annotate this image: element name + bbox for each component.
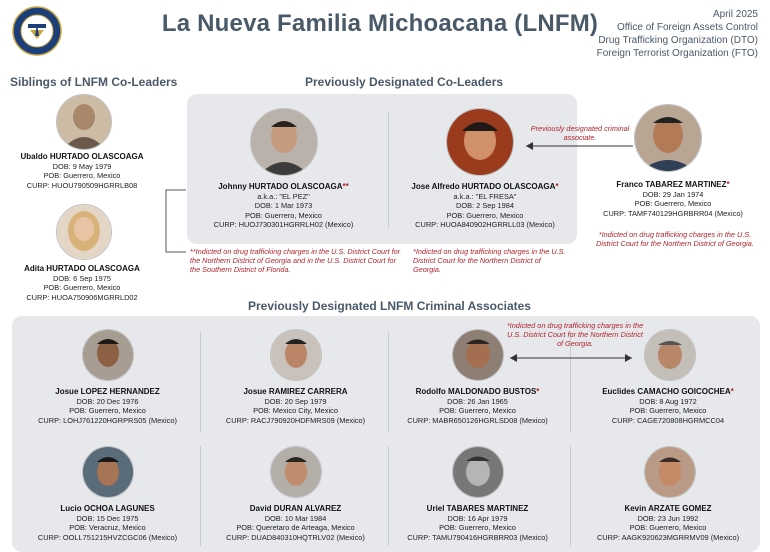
date-label: April 2025 xyxy=(712,9,758,20)
arrow-head-left-2 xyxy=(510,354,517,362)
associate-pob: POB: Veracruz, Mexico xyxy=(69,523,146,533)
photo-ubaldo xyxy=(56,94,112,150)
fto-label: Foreign Terrorist Organization (FTO) xyxy=(596,48,758,59)
photo-jose-alfredo xyxy=(446,108,514,176)
associate-pob: POB: Guerrero, Mexico xyxy=(439,523,516,533)
coleader-card-johnny xyxy=(196,182,371,230)
sibling-name: Ubaldo HURTADO OLASCOAGA xyxy=(20,152,144,161)
sibling-curp: CURP: HUOU790509HGRRLB08 xyxy=(26,180,138,190)
photo-josue-lopez xyxy=(82,329,134,381)
associate-name: Josue RAMIREZ CARRERA xyxy=(243,387,348,396)
sibling-dob: DOB: 6 Sep 1975 xyxy=(53,273,111,283)
arrow-head-left xyxy=(526,142,533,150)
photo-david xyxy=(270,446,322,498)
sibling-card-ubaldo xyxy=(2,152,162,190)
page-title: La Nueva Familia Michoacana (LNFM) xyxy=(161,10,599,37)
sibling-bracket-line xyxy=(166,190,186,252)
sibling-dob: DOB: 9 May 1979 xyxy=(52,161,112,171)
associate-curp: CURP: AAGK920623MGRRMV09 (Mexico) xyxy=(596,532,740,542)
associate-curp: CURP: LOHJ761220HGRPRS05 (Mexico) xyxy=(38,415,177,425)
associate-card xyxy=(390,504,565,542)
photo-rodolfo xyxy=(452,329,504,381)
photo-josue-ramirez xyxy=(270,329,322,381)
associate-curp: CURP: CAGE720808HGRMCC04 xyxy=(611,415,725,425)
associate-curp: CURP: OOLL751215HVZCGC06 (Mexico) xyxy=(37,532,178,542)
coleader-aka: a.k.a.: "EL PEZ" xyxy=(257,191,310,201)
associates-pair-note: *Indicted on drug trafficking charges in the U.S. District Court for the Northern District of Georgia. xyxy=(506,321,644,348)
associate-name: Euclides CAMACHO GOICOCHEA* xyxy=(602,387,734,396)
photo-kevin xyxy=(644,446,696,498)
associate-curp: CURP: RACJ790920HDFMRS09 (Mexico) xyxy=(225,415,366,425)
associate-dob: DOB: 23 Jun 1992 xyxy=(637,513,699,523)
associate-curp: CURP: MABR650126HGRLSD08 (Mexico) xyxy=(407,415,548,425)
associate-name: Rodolfo MALDONADO BUSTOS* xyxy=(415,387,540,396)
associate-name: Josue LOPEZ HERNANDEZ xyxy=(55,387,160,396)
associate-dob: DOB: 20 Dec 1976 xyxy=(76,396,139,406)
associate-name: Lucio OCHOA LAGUNES xyxy=(60,504,155,513)
coleader-aka: a.k.a.: "EL FRESA" xyxy=(453,191,517,201)
sibling-curp: CURP: HUOA750906MGRRLD02 xyxy=(26,292,138,302)
arrow-head-right-2 xyxy=(625,354,632,362)
associate-dob: DOB: 8 Aug 1972 xyxy=(639,396,697,406)
sibling-name: Adita HURTADO OLASCOAGA xyxy=(24,264,140,273)
franco-dob: DOB: 29 Jan 1974 xyxy=(642,189,704,199)
coleader-curp: CURP: HUOA840902HGRRLL03 (Mexico) xyxy=(415,220,555,230)
sibling-card-adita xyxy=(2,264,162,302)
associate-dob: DOB: 16 Apr 1979 xyxy=(447,513,508,523)
photo-johnny xyxy=(250,108,318,176)
associate-curp: CURP: DUAD840310HQTRLV02 (Mexico) xyxy=(226,532,365,542)
associate-dob: DOB: 20 Sep 1979 xyxy=(264,396,327,406)
photo-franco xyxy=(634,104,702,172)
associate-pob: POB: Queretaro de Arteaga, Mexico xyxy=(236,523,355,533)
franco-card xyxy=(588,180,758,218)
associate-name: David DURAN ALVAREZ xyxy=(249,504,342,513)
coleader-dob: DOB: 2 Sep 1984 xyxy=(456,201,514,211)
franco-note: *Indicted on drug trafficking charges in the U.S. District Court for the Northern District of Georgia. xyxy=(596,230,754,248)
associate-curp: CURP: TAMU790416HGRBRR03 (Mexico) xyxy=(407,532,548,542)
associate-note: Previously designated criminal associate. xyxy=(530,124,630,142)
coleader-dob: DOB: 1 Mar 1973 xyxy=(254,201,313,211)
franco-curp: CURP: TAMF740129HGRBRR04 (Mexico) xyxy=(603,208,743,218)
coleader-name: Johnny HURTADO OLASCOAGA** xyxy=(218,182,349,191)
associate-dob: DOB: 15 Dec 1975 xyxy=(76,513,139,523)
coleader-card-jose xyxy=(395,182,575,230)
associate-dob: DOB: 10 Mar 1984 xyxy=(264,513,327,523)
franco-pob: POB: Guerrero, Mexico xyxy=(634,199,712,209)
coleader-curp: CURP: HUOJ730301HGRRLH02 (Mexico) xyxy=(213,220,354,230)
associate-card xyxy=(20,387,195,425)
photo-euclides xyxy=(644,329,696,381)
associate-pob: POB: Mexico City, Mexico xyxy=(253,406,338,416)
office-label: Office of Foreign Assets Control xyxy=(617,22,758,33)
associate-dob: DOB: 26 Jan 1965 xyxy=(447,396,508,406)
coleaders-heading: Previously Designated Co-Leaders xyxy=(305,75,504,89)
dto-label: Drug Trafficking Organization (DTO) xyxy=(598,35,758,46)
photo-lucio xyxy=(82,446,134,498)
associate-card xyxy=(578,504,758,542)
associate-card xyxy=(390,387,565,425)
associate-name: Uriel TABARES MARTINEZ xyxy=(426,504,529,513)
sibling-pob: POB: Guerrero, Mexico xyxy=(43,171,121,181)
associate-card xyxy=(20,504,195,542)
coleader-name: Jose Alfredo HURTADO OLASCOAGA* xyxy=(411,182,559,191)
associate-pob: POB: Guerrero, Mexico xyxy=(439,406,516,416)
associate-pob: POB: Guerrero, Mexico xyxy=(629,406,707,416)
coleader-pob: POB: Guerrero, Mexico xyxy=(245,210,322,220)
associate-card xyxy=(208,387,383,425)
photo-uriel xyxy=(452,446,504,498)
photo-adita xyxy=(56,204,112,260)
associate-pob: POB: Guerrero, Mexico xyxy=(69,406,146,416)
jose-note: *Indicted on drug trafficking charges in the U.S. District Court for the Northern District of Georgia. xyxy=(413,247,566,274)
sibling-pob: POB: Guerrero, Mexico xyxy=(43,283,121,293)
associate-card xyxy=(208,504,383,542)
associate-card xyxy=(578,387,758,425)
associates-heading: Previously Designated LNFM Criminal Associates xyxy=(248,299,531,313)
coleader-pob: POB: Guerrero, Mexico xyxy=(446,210,524,220)
siblings-heading: Siblings of LNFM Co-Leaders xyxy=(10,75,178,89)
johnny-note: **Indicted on drug trafficking charges in the U.S. District Court for the Northern District of Georgia and in the U.S. District Court for the Southern District of Florida. xyxy=(190,247,401,274)
associate-pob: POB: Guerrero, Mexico xyxy=(629,523,707,533)
franco-name: Franco TABAREZ MARTINEZ* xyxy=(616,180,730,189)
associate-name: Kevin ARZATE GOMEZ xyxy=(624,504,712,513)
